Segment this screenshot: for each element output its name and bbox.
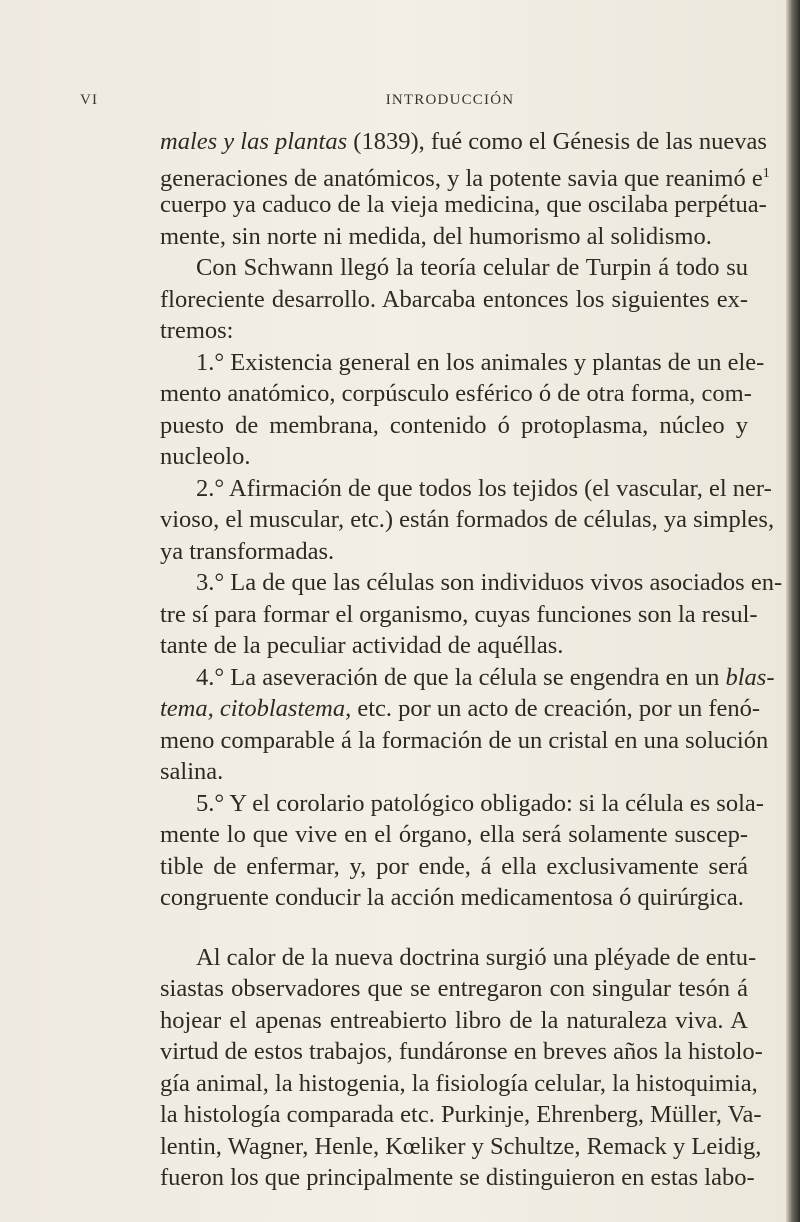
text-line: mente lo que vive en el órgano, ella será solamente suscep- <box>160 821 748 848</box>
text-line: puesto de membrana, contenido ó protoplasma, núcleo y <box>160 411 748 439</box>
text-line: 1.° Existencia general en los animales y plantas de un ele- <box>196 348 765 376</box>
text-line: fueron los que principalmente se distinguieron en estas labo- <box>160 1164 755 1191</box>
text-line: tible de enfermar, y, por ende, á ella exclusivamente será <box>160 852 748 880</box>
line-text: (1839), fué como el Génesis de las nuevas <box>353 128 767 155</box>
text-line: ya transformadas. <box>160 537 335 565</box>
text-line: siastas observadores que se entregaron con singular tesón á <box>160 975 748 1002</box>
text-line: lentin, Wagner, Henle, Kœliker y Schultze, Remack y Leidig, <box>160 1132 762 1160</box>
italic-phrase: blas- <box>725 663 775 691</box>
text-line: nucleolo. <box>160 443 251 470</box>
text-line: la histología comparada etc. Purkinje, Ehrenberg, Müller, Va- <box>160 1101 762 1128</box>
text-line: vioso, el muscular, etc.) están formados de células, ya simples, <box>160 506 775 533</box>
text-line: salina. <box>160 758 224 785</box>
text-line: hojear el apenas entreabierto libro de la naturaleza viva. A <box>160 1006 748 1034</box>
text-line: congruente conducir la acción medicamentosa ó quirúrgica. <box>160 884 744 911</box>
line-text: 4.° La aseveración de que la célula se engendra en un <box>196 663 720 691</box>
text-line <box>160 693 761 725</box>
italic-phrase: males y las plantas <box>160 128 348 155</box>
line-text: etc. por un acto de creación, por un fenó- <box>357 695 761 722</box>
section-title: INTRODUCCIÓN <box>385 92 515 108</box>
line-text: generaciones de anatómicos, y la potente savia que reanimó e <box>160 164 763 192</box>
text-line: mente, sin norte ni medida, del humorismo al solidismo. <box>160 222 712 250</box>
text-line: cuerpo ya caduco de la vieja medicina, que oscilaba perpétua- <box>160 191 767 218</box>
text-line: mento anatómico, corpúsculo esférico ó de otra forma, com- <box>160 380 752 407</box>
text-line <box>160 126 767 158</box>
page-number: VI <box>80 92 99 108</box>
page-edge-shadow <box>786 0 800 1222</box>
text-line: tante de la peculiar actividad de aquéllas. <box>160 632 564 659</box>
superscript-mark: 1 <box>762 165 770 181</box>
text-line: 2.° Afirmación de que todos los tejidos (el vascular, el ner- <box>196 474 772 502</box>
text-line: virtud de estos trabajos, fundáronse en breves años la histolo- <box>160 1038 763 1065</box>
text-line: floreciente desarrollo. Abarcaba entonces los siguientes ex- <box>160 285 748 313</box>
text-line <box>160 158 770 192</box>
text-line: tre sí para formar el organismo, cuyas funciones son la resul- <box>160 600 758 628</box>
text-line: 5.° Y el corolario patológico obligado: si la célula es sola- <box>196 789 764 817</box>
text-line: meno comparable á la formación de un cristal en una solución <box>160 726 769 754</box>
text-line: Al calor de la nueva doctrina surgió una pléyade de entu- <box>196 943 757 971</box>
body-text <box>160 126 783 1194</box>
text-line: gía animal, la histogenia, la fisiología celular, la histoquimia, <box>160 1069 758 1097</box>
text-line <box>160 662 775 694</box>
running-head <box>0 92 780 114</box>
text-line: Con Schwann llegó la teoría celular de Turpin á todo su <box>196 254 748 281</box>
text-line: tremos: <box>160 317 234 344</box>
italic-phrase: tema, citoblastema, <box>160 695 352 722</box>
paragraph-gap <box>160 914 748 942</box>
text-line: 3.° La de que las células son individuos vivos asociados en- <box>196 569 783 596</box>
